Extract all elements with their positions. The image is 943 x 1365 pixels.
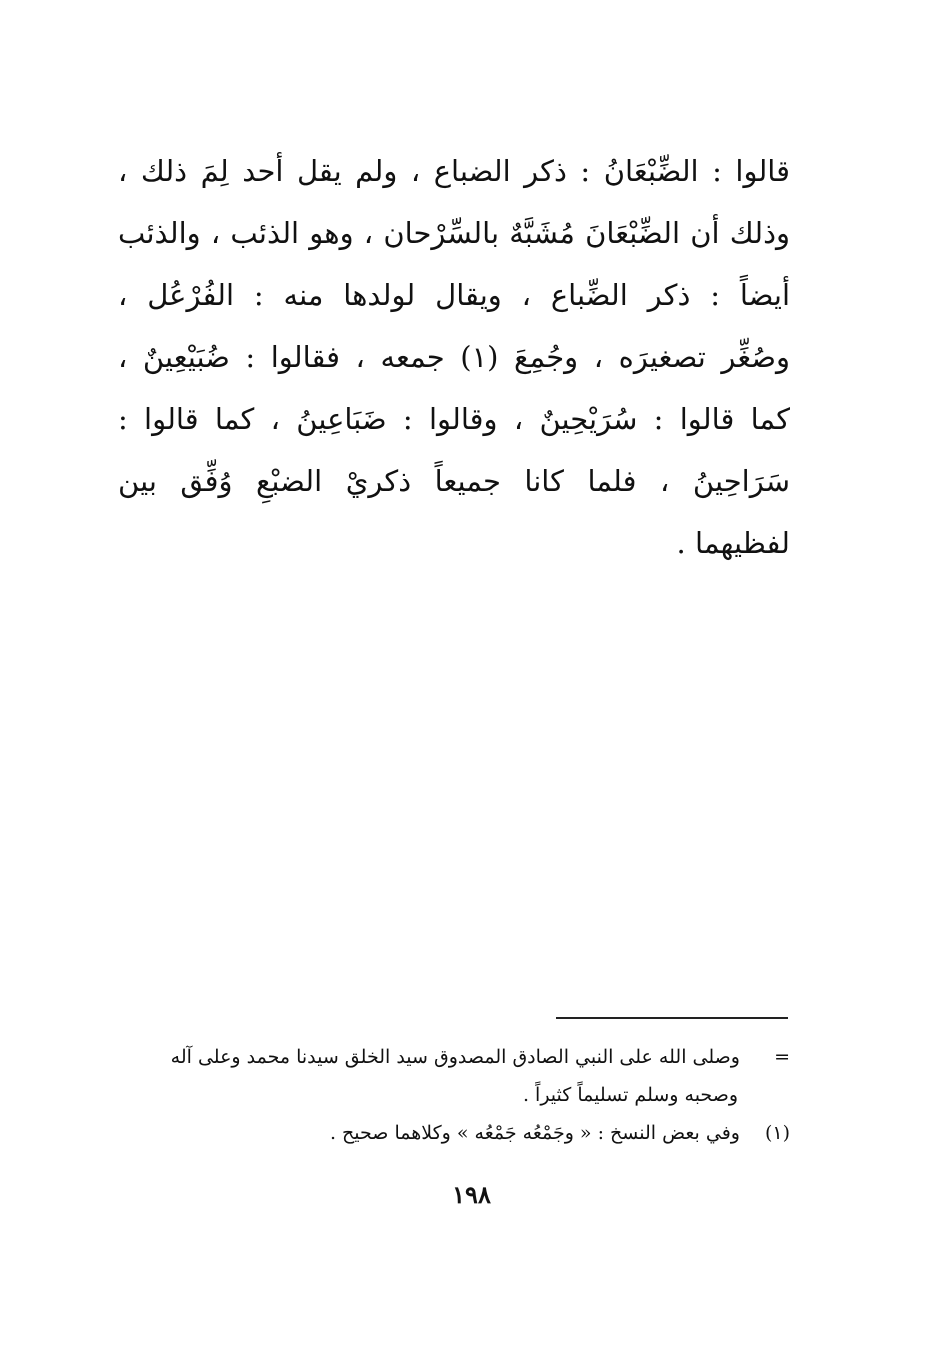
footnote-1-text: وفي بعض النسخ : « وجَمْعُه جَمْعُه » وكلاهما صحيح . (329, 1122, 740, 1144)
text-line-4: وصُغِّر تصغيرَه ، وجُمِعَ (١) جمعه ، فقالوا : ضُبَيْعِينٌ ، (118, 340, 790, 374)
footnote-continuation-marker: = (774, 1046, 790, 1068)
footnotes-block (118, 1038, 790, 1152)
text-line-6: سَرَاحِينُ ، فلما كانا جميعاً ذكريْ الضبْعِ وُفِّق بين (118, 464, 790, 498)
text-line-5: كما قالوا : سُرَيْحِينٌ ، وقالوا : ضَبَاعِينُ ، كما قالوا : (118, 402, 790, 436)
footnote-1 (118, 1114, 790, 1152)
text-line-2: وذلك أن الضِّبْعَانَ مُشَبَّهٌ بالسِّرْحان ، وهو الذئب ، والذئب (118, 216, 790, 250)
text-line-1: قالوا : الضِّبْعَانُ : ذكر الضباع ، ولم يقل أحد لِمَ ذلك ، (118, 154, 790, 188)
footnote-1-marker: (١) (764, 1122, 790, 1144)
footnote-continuation-text: وصلى الله على النبي الصادق المصدوق سيد الخلق سيدنا محمد وعلى آله (170, 1046, 740, 1068)
footnote-continuation-line-1 (118, 1038, 790, 1076)
footnote-continuation-line-2: وصحبه وسلم تسليماً كثيراً . (522, 1084, 738, 1106)
footnote-separator (556, 1017, 788, 1019)
page-number: ١٩٨ (452, 1180, 491, 1209)
main-text-block (118, 140, 790, 574)
text-line-7: لفظيهما . (676, 526, 790, 560)
text-line-3: أيضاً : ذكر الضِّباع ، ويقال لولدها منه : الفُرْعُل ، (118, 278, 790, 312)
